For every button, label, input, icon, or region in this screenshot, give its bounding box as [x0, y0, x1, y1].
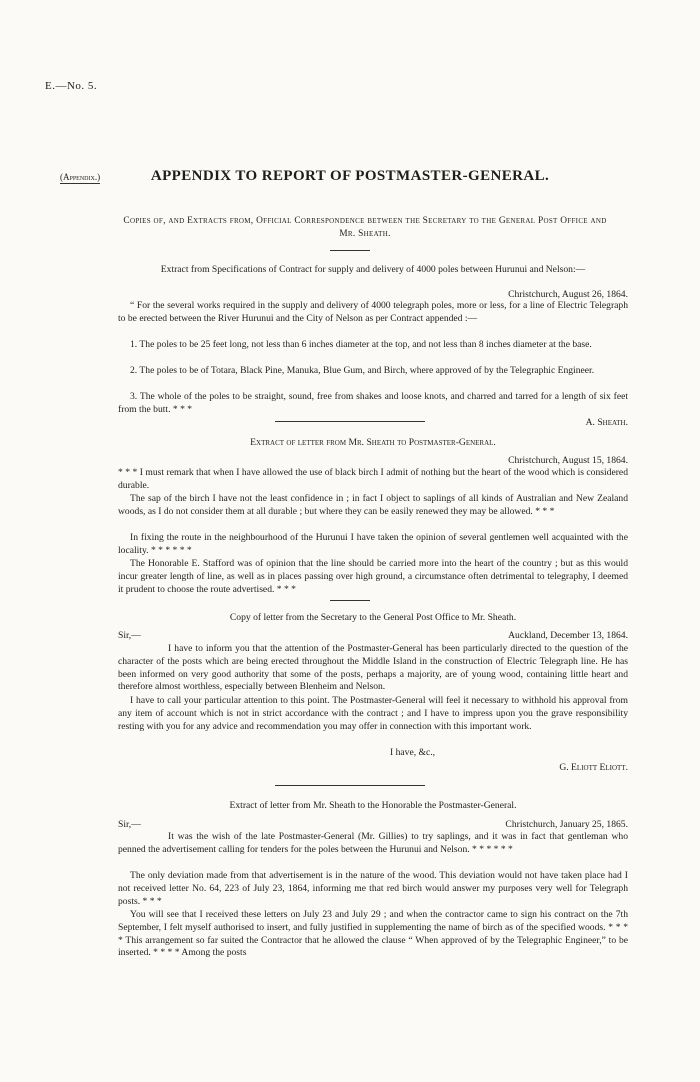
section2-paragraph-3: In fixing the route in the neighbourhood of the Hurunui I have taken the opinion of several gentlemen well acquainted with the locality. * * * * * * — [118, 532, 628, 556]
page-title: APPENDIX TO REPORT OF POSTMASTER-GENERAL. — [150, 168, 550, 184]
subtitle: Copies of, and Extracts from, Official Correspondence between the Secretary to the General Post Office and Mr. Sheath. — [123, 216, 607, 239]
section2-paragraph-2: The sap of the birch I have not the least confidence in ; in fact I object to saplings of all kinds of Australian and New Zealand woods, as I do not consider them at all durable ; but where they can be easily renewed they may be allowed. * * * — [118, 493, 628, 517]
section4-paragraph-1: It was the wish of the late Postmaster-General (Mr. Gillies) to try saplings, and it was in fact that gentleman who penned the advertisement calling for tenders for the poles between the Hurunui and Nelson. * * * * * * — [118, 831, 628, 855]
section1-paragraph-4: 3. The whole of the poles to be straight, sound, free from shakes and loose knots, and charred and tarred for a length of six feet from the butt. * * * — [118, 391, 628, 415]
divider — [330, 250, 370, 251]
section3-heading: Copy of letter from the Secretary to the General Post Office to Mr. Sheath. — [229, 612, 517, 623]
section4-date: Christchurch, January 25, 1865. — [505, 819, 628, 830]
section1-paragraph-1: “ For the several works required in the supply and delivery of 4000 telegraph poles, more or less, for a line of Electric Telegraph to be erected between the River Hurunui and the City of Nelson as per Contract appended :— — [118, 300, 628, 324]
document-id: E.—No. 5. — [45, 80, 98, 92]
section3-closing: I have, &c., — [390, 747, 436, 758]
section4-heading: Extract of letter from Mr. Sheath to the Honorable the Postmaster-General. — [229, 800, 517, 811]
section1-paragraph-2: 1. The poles to be 25 feet long, not less than 6 inches diameter at the top, and not less than 8 inches diameter at the base. — [130, 339, 592, 350]
section1-paragraph-3: 2. The poles to be of Totara, Black Pine, Manuka, Blue Gum, and Birch, where approved of by the Telegraphic Engineer. — [130, 365, 595, 376]
section2-heading: Extract of letter from Mr. Sheath to Postmaster-General. — [250, 437, 496, 448]
divider — [275, 785, 425, 786]
section2-paragraph-4: The Honorable E. Stafford was of opinion that the line should be carried more into the heart of the country ; but as this would incur greater length of line, as well as in places passing over high ground, a circumstance often detrimental to telegraphy, I deemed it prudent to choose the route advertised. * * * — [118, 558, 628, 595]
section1-date: Christchurch, August 26, 1864. — [508, 289, 628, 300]
section3-salutation: Sir,— — [118, 630, 141, 641]
section3-paragraph-1: I have to inform you that the attention of the Postmaster-General has been particularly directed to the question of the character of the posts which are being erected throughout the Middle Island in the construction of Electric Telegraph line. He has been informed on very good authority that some of the posts, perhaps a majority, are of young wood, containing little heart and therefore almost worthless, especially between Blenheim and Nelson. — [118, 643, 628, 693]
section3-paragraph-2: I have to call your particular attention to this point. The Postmaster-General will feel it necessary to withhold his approval from any item of account which is not in strict accordance with the contract ; and I have to impress upon you the grave responsibility resting with you for any advice and recommendation you may offer in connection with this important work. — [118, 695, 628, 732]
section4-salutation: Sir,— — [118, 819, 141, 830]
section2-paragraph-1: * * * I must remark that when I have allowed the use of black birch I admit of nothing but the heart of the wood which is considered durable. — [118, 467, 628, 491]
section3-signature: G. Eliott Eliott. — [559, 762, 628, 773]
section2-date: Christchurch, August 15, 1864. — [508, 455, 628, 466]
section1-heading: Extract from Specifications of Contract for supply and delivery of 4000 poles between Hurunui and Nelson:— — [160, 264, 586, 275]
section1-signature: A. Sheath. — [585, 417, 628, 428]
section3-date: Auckland, December 13, 1864. — [508, 630, 628, 641]
section4-paragraph-2: The only deviation made from that advertisement is in the nature of the wood. This deviation would not have taken place had I not received letter No. 64, 223 of July 23, 1864, informing me that red birch would answer my purposes very well for Telegraph posts. * * * — [118, 870, 628, 907]
section4-paragraph-3: You will see that I received these letters on July 23 and July 29 ; and when the contractor came to sign his contract on the 7th September, I felt myself authorised to insert, and fully justified in supplementing the name of birch as of the specified woods. * * * * This arrangement so far suited the Contractor that he allowed the clause “ When approved of by the Telegraphic Engineer,” to be inserted. * * * * Among the posts — [118, 909, 628, 959]
divider — [330, 600, 370, 601]
appendix-tag: (Appendix.) — [60, 172, 101, 182]
